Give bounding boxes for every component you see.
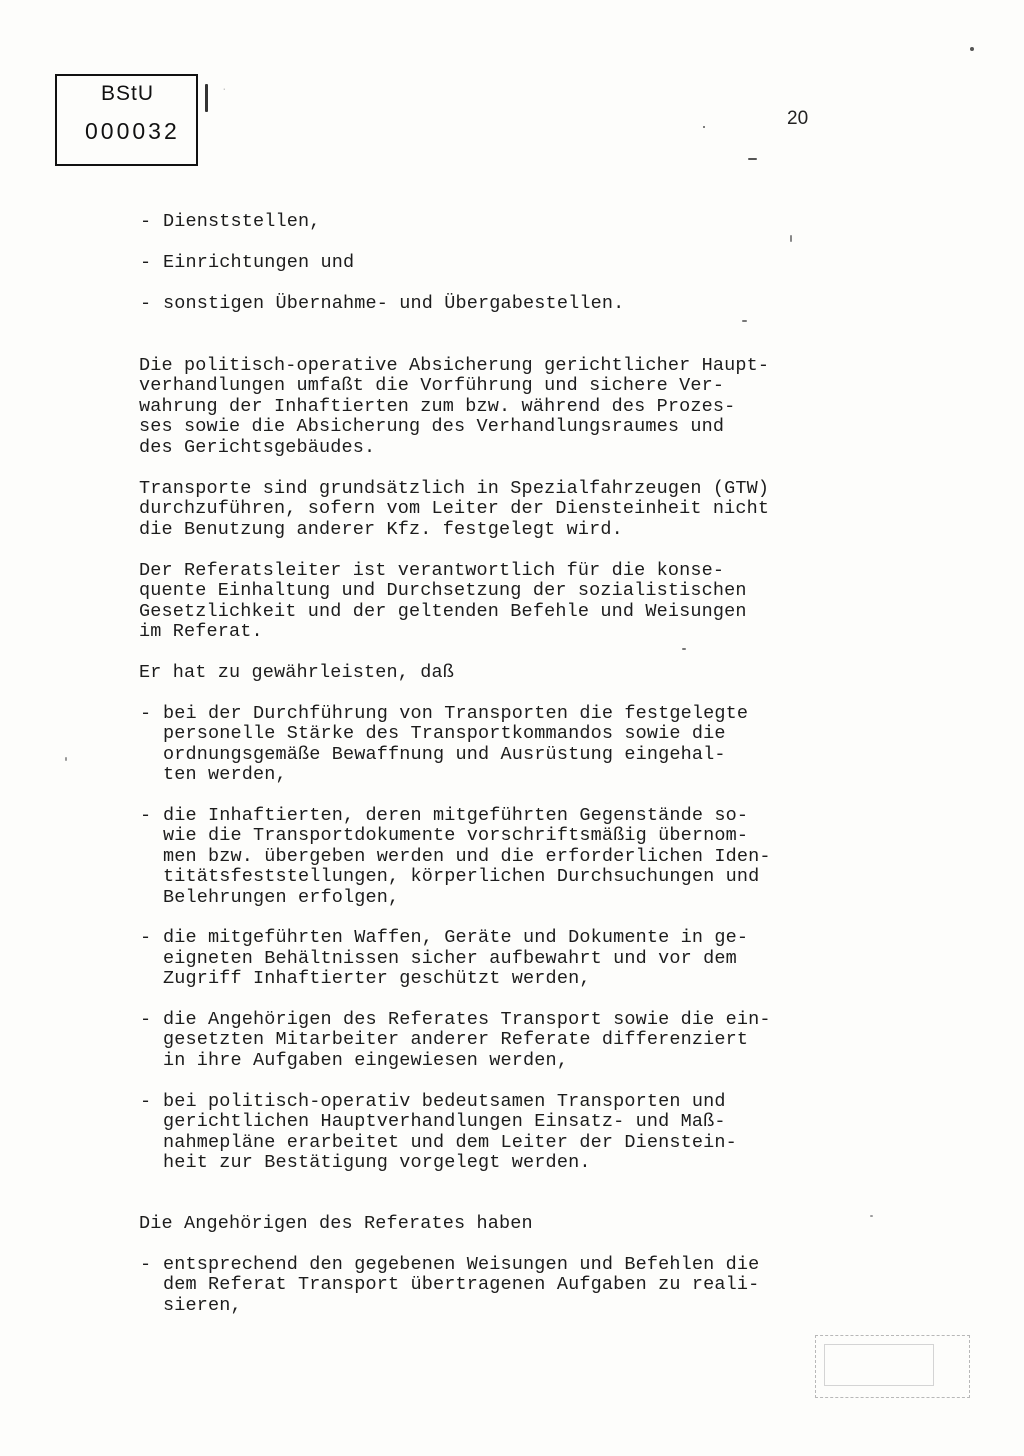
list-item-line: Zugriff Inhaftierter geschützt werden,: [163, 968, 591, 989]
list-bullet: -: [140, 927, 152, 948]
list-item-line: men bzw. übergeben werden und die erforderlichen Iden-: [163, 846, 771, 867]
list-item-line: Belehrungen erfolgen,: [163, 887, 400, 908]
paragraph-line: ses sowie die Absicherung des Verhandlungsraumes und: [139, 416, 725, 437]
paragraph-line: wahrung der Inhaftierten zum bzw. während des Prozes-: [139, 396, 736, 417]
paragraph-line: Transporte sind grundsätzlich in Spezialfahrzeugen (GTW): [139, 478, 770, 499]
list-item-line: gerichtlichen Hauptverhandlungen Einsatz- und Maß-: [163, 1111, 726, 1132]
list-item-line: personelle Stärke des Transportkommandos sowie die: [163, 723, 726, 744]
stamp-label: BStU: [101, 82, 155, 105]
list-bullet: -: [140, 252, 152, 273]
list-item-line: ten werden,: [163, 764, 287, 785]
stamp-number: 000032: [85, 118, 180, 144]
list-item-line: bei der Durchführung von Transporten die festgelegte: [163, 703, 749, 724]
list-item-line: entsprechend den gegebenen Weisungen und Befehlen die: [163, 1254, 760, 1275]
list-item-line: wie die Transportdokumente vorschriftsmäßig übernom-: [163, 825, 749, 846]
list-item-line: ordnungsgemäße Bewaffnung und Ausrüstung eingehal-: [163, 744, 726, 765]
list-item: sonstigen Übernahme- und Übergabestellen.: [163, 293, 625, 314]
scan-speck: [742, 320, 747, 322]
list-item-line: die Angehörigen des Referates Transport sowie die ein-: [163, 1009, 771, 1030]
list-item-line: gesetzten Mitarbeiter anderer Referate differenziert: [163, 1029, 749, 1050]
scan-speck: [682, 648, 686, 650]
list-bullet: -: [140, 1009, 152, 1030]
list-bullet: -: [140, 293, 152, 314]
faint-archive-stamp: [815, 1335, 970, 1398]
list-item-line: dem Referat Transport übertragenen Aufgaben zu reali-: [163, 1274, 760, 1295]
list-item-line: eigneten Behältnissen sicher aufbewahrt und vor dem: [163, 948, 737, 969]
list-item: Dienststellen,: [163, 211, 321, 232]
scan-speck: [65, 757, 67, 761]
faint-archive-stamp-inner: [824, 1344, 934, 1386]
scan-speck: [870, 1215, 873, 1217]
list-item-line: nahmepläne erarbeitet und dem Leiter der Dienstein-: [163, 1132, 737, 1153]
paragraph-line: verhandlungen umfaßt die Vorführung und sichere Ver-: [139, 375, 725, 396]
list-item-line: heit zur Bestätigung vorgelegt werden.: [163, 1152, 591, 1173]
list-item: Einrichtungen und: [163, 252, 355, 273]
paragraph-line: Gesetzlichkeit und der geltenden Befehle und Weisungen: [139, 601, 747, 622]
list-bullet: -: [140, 703, 152, 724]
paragraph-line: Der Referatsleiter ist verantwortlich für die konse-: [139, 560, 725, 581]
paragraph-line: durchzuführen, sofern vom Leiter der Diensteinheit nicht: [139, 498, 770, 519]
scan-speck: [790, 235, 792, 242]
archive-stamp-box: [55, 74, 198, 166]
paragraph-line: Die politisch-operative Absicherung gerichtlicher Haupt-: [139, 355, 770, 376]
list-item-line: bei politisch-operativ bedeutsamen Transporten und: [163, 1091, 726, 1112]
list-bullet: -: [140, 1091, 152, 1112]
scan-speck: [970, 47, 974, 51]
paragraph-line: im Referat.: [139, 621, 263, 642]
paragraph-line: die Benutzung anderer Kfz. festgelegt wird.: [139, 519, 623, 540]
list-item-line: titätsfeststellungen, körperlichen Durchsuchungen und: [163, 866, 760, 887]
scan-speck: [703, 126, 705, 128]
paragraph-line: Er hat zu gewährleisten, daß: [139, 662, 455, 683]
list-bullet: -: [140, 1254, 152, 1275]
scan-speck: [748, 158, 757, 160]
list-item-line: die Inhaftierten, deren mitgeführten Gegenstände so-: [163, 805, 749, 826]
list-item-line: sieren,: [163, 1295, 242, 1316]
list-bullet: -: [140, 805, 152, 826]
paragraph-line: quente Einhaltung und Durchsetzung der sozialistischen: [139, 580, 747, 601]
list-bullet: -: [140, 211, 152, 232]
page-number: 20: [787, 108, 809, 129]
stamp-edge-mark: [205, 84, 208, 112]
faint-stamp-residue: ·: [222, 80, 227, 96]
paragraph-line: Die Angehörigen des Referates haben: [139, 1213, 533, 1234]
list-item-line: in ihre Aufgaben eingewiesen werden,: [163, 1050, 569, 1071]
paragraph-line: des Gerichtsgebäudes.: [139, 437, 376, 458]
list-item-line: die mitgeführten Waffen, Geräte und Dokumente in ge-: [163, 927, 749, 948]
